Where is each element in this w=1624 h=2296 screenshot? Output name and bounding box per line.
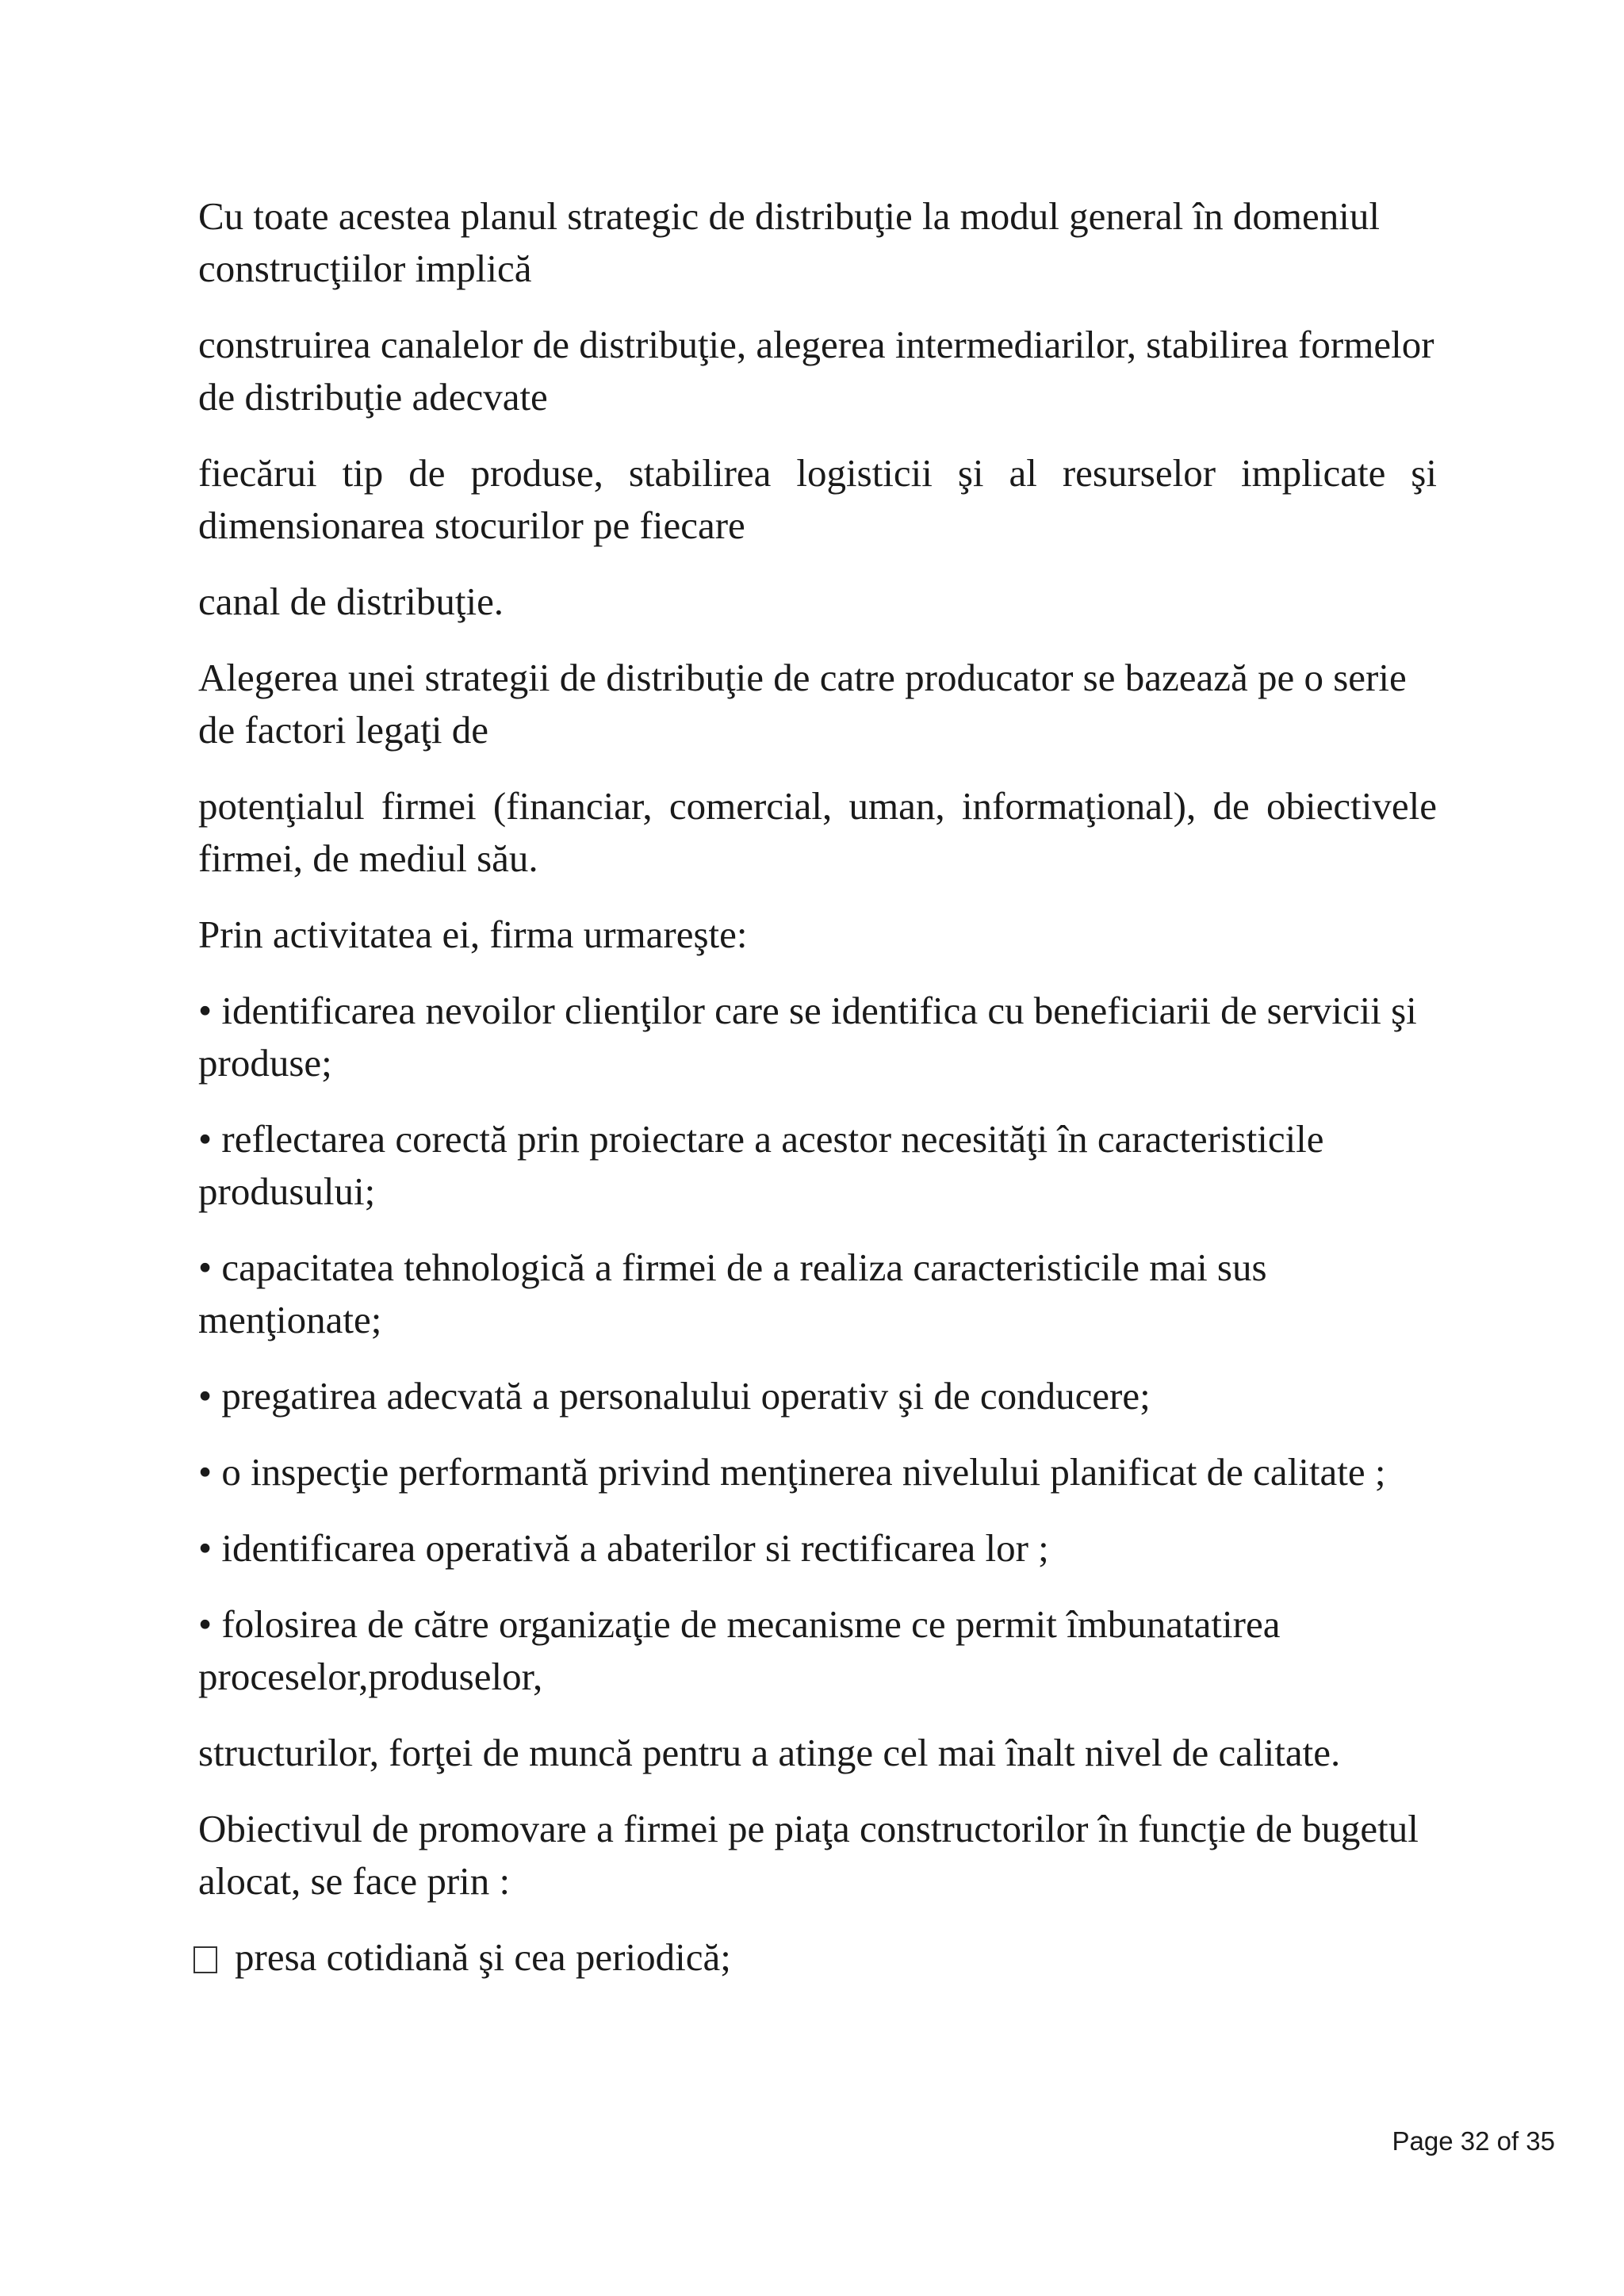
list-item-4: • pregatirea adecvată a personalului operativ şi de conducere; (198, 1374, 1151, 1418)
list-item-6: • identificarea operativă a abaterilor si rectificarea lor ; (198, 1526, 1049, 1570)
paragraph-2: construirea canalelor de distribuţie, alegerea intermediarilor, stabilirea formelor de distribuţie adecvate (198, 323, 1434, 419)
list-item-1: • identificarea nevoilor clienţilor care se identifica cu beneficiarii de servicii şi produse; (198, 989, 1417, 1085)
paragraph-6: potenţialul firmei (financiar, comercial, uman, informaţional), de obiectivele firmei, de mediul său. (198, 784, 1437, 880)
square-list-item (193, 1931, 1437, 1984)
body-text (198, 190, 1437, 2007)
list-item-7: • folosirea de către organizaţie de mecanisme ce permit îmbunatatirea proceselor,produselor, (198, 1602, 1281, 1698)
paragraph-8: structurilor, forţei de muncă pentru a atinge cel mai înalt nivel de calitate. (198, 1731, 1341, 1774)
square-list-item-text: presa cotidiană şi cea periodică; (235, 1935, 731, 1979)
list-item-5: • o inspecţie performantă privind menţinerea nivelului planificat de calitate ; (198, 1450, 1386, 1494)
paragraph-1: Cu toate acestea planul strategic de distribuţie la modul general în domeniul construcţiilor implică (198, 194, 1380, 290)
paragraph-7: Prin activitatea ei, firma urmareşte: (198, 913, 748, 956)
page-number: Page 32 of 35 (1392, 2126, 1555, 2156)
paragraph-5: Alegerea unei strategii de distribuţie de catre producator se bazează pe o serie de factori legaţi de (198, 656, 1407, 752)
list-item-2: • reflectarea corectă prin proiectare a acestor necesităţi în caracteristicile produsului; (198, 1117, 1324, 1213)
list-item-3: • capacitatea tehnologică a firmei de a realiza caracteristicile mai sus menţionate; (198, 1246, 1267, 1341)
paragraph-4: canal de distribuţie. (198, 580, 504, 623)
empty-square-icon (193, 1946, 217, 1973)
paragraph-3: fiecărui tip de produse, stabilirea logisticii şi al resurselor implicate şi dimensionarea stocurilor pe fiecare (198, 451, 1437, 547)
paragraph-9: Obiectivul de promovare a firmei pe piaţa constructorilor în funcţie de bugetul alocat, se face prin : (198, 1807, 1419, 1903)
